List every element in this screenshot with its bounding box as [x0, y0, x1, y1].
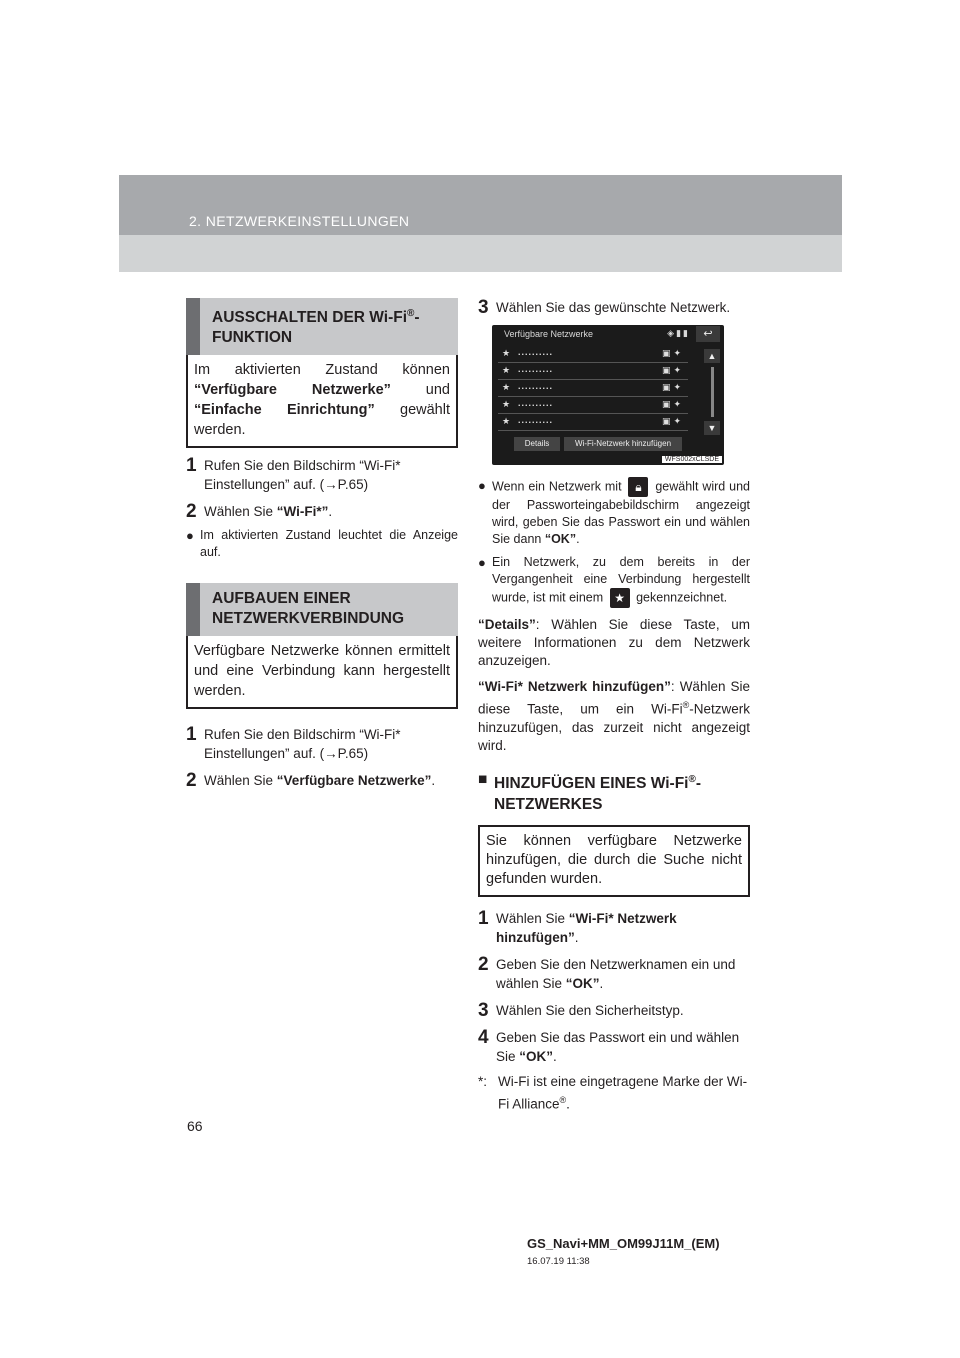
bullet-lock: ● Wenn ein Netzwerk mit 🔒︎ gewählt wird und der Passworteingabebildschirm angezeigt wird, geben Sie das Passwort ein und wählen Sie dann “OK”.	[478, 478, 750, 546]
section-intro-connect: Verfügbare Netzwerke können ermittelt und eine Verbindung kann hergestellt werden.	[186, 636, 458, 709]
lock-icon: ▣✦	[661, 399, 684, 409]
list-item[interactable]: ★ .......... ▣✦	[498, 415, 688, 431]
step-2: 2 Geben Sie den Netzwerknamen ein und wählen Sie “OK”.	[478, 953, 736, 991]
scrollbar[interactable]	[711, 367, 714, 417]
star-icon: ★	[610, 588, 630, 608]
lock-icon: ▣✦	[661, 365, 684, 375]
lock-icon: ▣✦	[661, 382, 684, 392]
section-intro-wifi-off: Im aktivierten Zustand können “Verfügbare Netzwerke” und “Einfache Einrichtung” gewählt werden.	[186, 355, 458, 448]
subsection-intro: Sie können verfügbare Netzwerke hinzufügen, die durch die Suche nicht gefunden wurden.	[478, 825, 750, 897]
star-icon: ★	[502, 399, 511, 409]
star-icon: ★	[502, 416, 511, 426]
subsection-heading-add: ■ HINZUFÜGEN EINES Wi-Fi®- NETZWERKES	[478, 770, 702, 813]
bullet-note: ● Im aktivierten Zustand leuchtet die Anzeige auf.	[186, 528, 458, 560]
status-icons: ◈▮▮	[667, 328, 690, 338]
step-2: 2 Wählen Sie “Wi-Fi*”.	[186, 501, 333, 523]
scroll-down-button[interactable]: ▼	[704, 421, 720, 435]
step-2: 2 Wählen Sie “Verfügbare Netzwerke”.	[186, 770, 436, 792]
network-list-screenshot	[492, 325, 724, 465]
page-number: 66	[187, 1118, 203, 1134]
list-item[interactable]: ★ .......... ▣✦	[498, 347, 688, 363]
step-3: 3 Wählen Sie den Sicherheitstyp.	[478, 999, 684, 1021]
screen-title: Verfügbare Netzwerke	[504, 329, 594, 339]
back-button[interactable]: ↩	[696, 326, 720, 342]
step-3: 3 Wählen Sie das gewünschte Netzwerk.	[478, 297, 731, 318]
figure-code: WFS002xCLSDE	[662, 456, 722, 463]
document-id: GS_Navi+MM_OM99J11M_(EM)	[527, 1236, 720, 1251]
print-timestamp: 16.07.19 11:38	[527, 1256, 590, 1267]
lock-icon: 🔒︎	[628, 477, 648, 497]
lock-icon: ▣✦	[661, 416, 684, 426]
add-network-button[interactable]: Wi-Fi-Netzwerk hinzufügen	[564, 437, 682, 451]
star-icon: ★	[502, 382, 511, 392]
chapter-title: 2. NETZWERKEINSTELLUNGEN	[189, 213, 410, 229]
lock-icon: ▣✦	[661, 348, 684, 358]
step-1: 1 Wählen Sie “Wi-Fi* Netzwerk hinzufügen”.	[478, 907, 677, 945]
section-heading-connect: AUFBAUEN EINER NETZWERKVERBINDUNG	[186, 583, 458, 636]
step-1: 1 Rufen Sie den Bildschirm “Wi-Fi* Einstellungen” auf. (→P.65)	[186, 724, 401, 762]
section-heading-wifi-off: AUSSCHALTEN DER Wi-Fi®- FUNKTION	[186, 298, 458, 355]
details-button[interactable]: Details	[514, 437, 560, 451]
add-network-description: “Wi-Fi* Netzwerk hinzufügen”: Wählen Sie diese Taste, um ein Wi-Fi®-Netzwerk hinzuzufügen, das zurzeit nicht angezeigt wird.	[478, 679, 750, 753]
details-description: “Details”: Wählen Sie diese Taste, um weitere Informationen zu dem Netzwerk anzuzeigen.	[478, 617, 750, 668]
step-1: 1 Rufen Sie den Bildschirm “Wi-Fi* Einstellungen” auf. (→P.65)	[186, 455, 401, 493]
list-item[interactable]: ★ .......... ▣✦	[498, 398, 688, 414]
star-icon: ★	[502, 365, 511, 375]
right-column	[478, 298, 750, 1113]
star-icon: ★	[502, 348, 511, 358]
list-item[interactable]: ★ .......... ▣✦	[498, 364, 688, 380]
left-column	[186, 298, 458, 790]
bullet-star: ● Ein Netzwerk, zu dem bereits in der Vergangenheit eine Verbindung hergestellt wurde, ist mit einem ★ gekennzeichnet.	[478, 554, 750, 608]
step-4: 4 Geben Sie das Passwort ein und wählen Sie “OK”.	[478, 1026, 740, 1064]
scroll-up-button[interactable]: ▲	[704, 349, 720, 363]
footnote: *: Wi-Fi ist eine eingetragene Marke der Wi-Fi Alliance®.	[478, 1073, 748, 1112]
list-item[interactable]: ★ .......... ▣✦	[498, 381, 688, 397]
